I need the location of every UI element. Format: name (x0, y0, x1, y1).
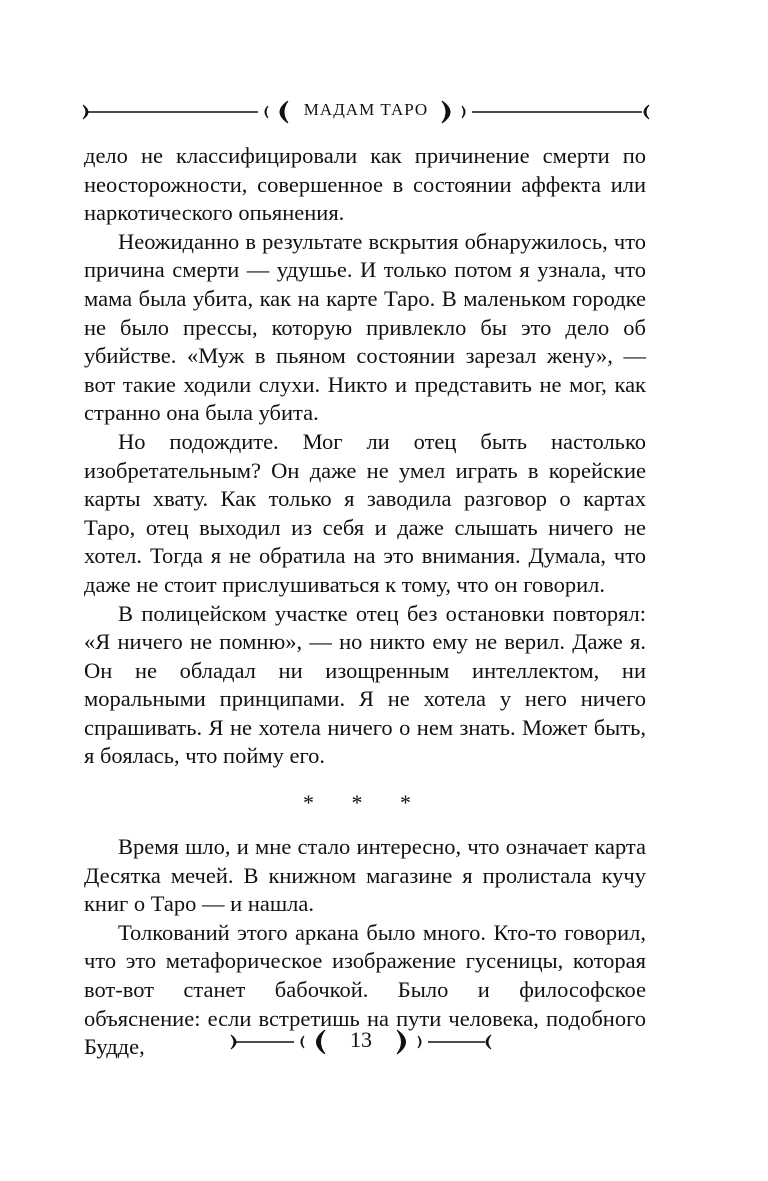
paragraph: Толкований этого аркана было много. Кто-то говорил, что это метафорическое изображение гусеницы, которая вот-вот станет бабочкой. Было и философское объяснение: если встретишь на пути человека, подобного Будде, (84, 919, 646, 1060)
body-text (84, 142, 646, 1062)
paragraph: В полицейском участке отец без остановки повторял: «Я ничего не помню», — но никто ему не верил. Даже я. Он не обладал ни изощренным интеллектом, ни моральными принципами. Я не хотела у него ничего спрашивать. Я не хотела ничего о нем знать. Может быть, я боялась, что пойму его. (84, 600, 646, 769)
paragraph: дело не классифицировали как причинение смерти по неосторожности, совершенное в состоянии аффекта или наркотического опьянения. (84, 143, 646, 226)
paragraph: Но подождите. Мог ли отец быть настолько изобретательным? Он даже не умел играть в корейские карты хвату. Как только я заводила разговор о картах Таро, отец выходил из себя и даже слышать ничего не хотел. Тогда я не обратила на это внимания. Думала, что даже не стоит прислушиваться к тому, что он говорил. (84, 428, 646, 597)
paragraph: Неожиданно в результате вскрытия обнаружилось, что причина смерти — удушье. И только потом я узнала, что мама была убита, как на карте Таро. В маленьком городке не было прессы, которую привлекло бы это дело об убийстве. «Муж в пьяном состоянии зарезал жену», — вот такие ходили слухи. Никто и представить не мог, как странно она была убита. (84, 228, 646, 426)
running-header (82, 96, 650, 128)
page-footer (230, 1024, 492, 1060)
paragraph: Время шло, и мне стало интересно, что означает карта Десятка мечей. В книжном магазине я пролистала кучу книг о Таро — и нашла. (84, 834, 646, 917)
section-break: * * * (303, 790, 427, 815)
page-number: 13 (350, 1027, 372, 1052)
running-title: МАДАМ ТАРО (303, 100, 429, 119)
